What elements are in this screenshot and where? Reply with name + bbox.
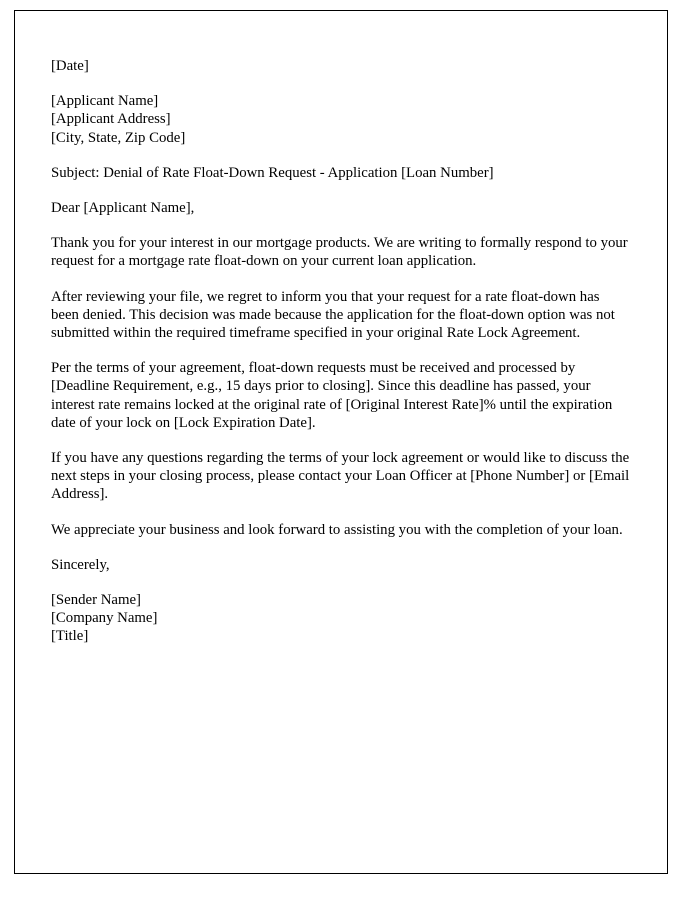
- recipient-city-state-zip: [City, State, Zip Code]: [51, 129, 186, 146]
- body-paragraph-3: Per the terms of your agreement, float-down requests must be received and processed by [Deadline Requirement, e.g., 15 days prior to closing]. Since this deadline has passed, your interest rate remains locked at the original rate of [Original Interest Rate]% until the expiration date of your lock on [Lock Expiration Date].: [51, 360, 613, 431]
- date-block: [51, 57, 631, 75]
- recipient-name: [Applicant Name]: [51, 93, 159, 110]
- subject-line: Subject: Denial of Rate Float-Down Request - Application [Loan Number]: [51, 164, 494, 181]
- body-paragraph-5: We appreciate your business and look forward to assisting you with the completion of your loan.: [51, 521, 623, 538]
- salutation: Dear [Applicant Name],: [51, 200, 195, 217]
- date-line: [Date]: [51, 58, 89, 74]
- signature-block: [51, 591, 631, 646]
- company-name: [Company Name]: [51, 610, 158, 627]
- body-paragraph-4: If you have any questions regarding the terms of your lock agreement or would like to discuss the next steps in your closing process, please contact your Loan Officer at [Phone Number] or [Email Address].: [51, 450, 630, 503]
- sender-title: [Title]: [51, 628, 89, 645]
- recipient-address: [Applicant Address]: [51, 111, 171, 128]
- letter-page: [14, 10, 668, 874]
- closing-line: Sincerely,: [51, 556, 110, 573]
- sender-name: [Sender Name]: [51, 592, 141, 609]
- body-paragraph-2: After reviewing your file, we regret to inform you that your request for a rate float-down has been denied. This decision was made because the application for the float-down option was not submitted within the required timeframe specified in your original Rate Lock Agreement.: [51, 288, 615, 342]
- recipient-block: [51, 92, 631, 147]
- body-paragraph-1: Thank you for your interest in our mortgage products. We are writing to formally respond to your request for a mortgage rate float-down on your current loan application.: [51, 235, 628, 270]
